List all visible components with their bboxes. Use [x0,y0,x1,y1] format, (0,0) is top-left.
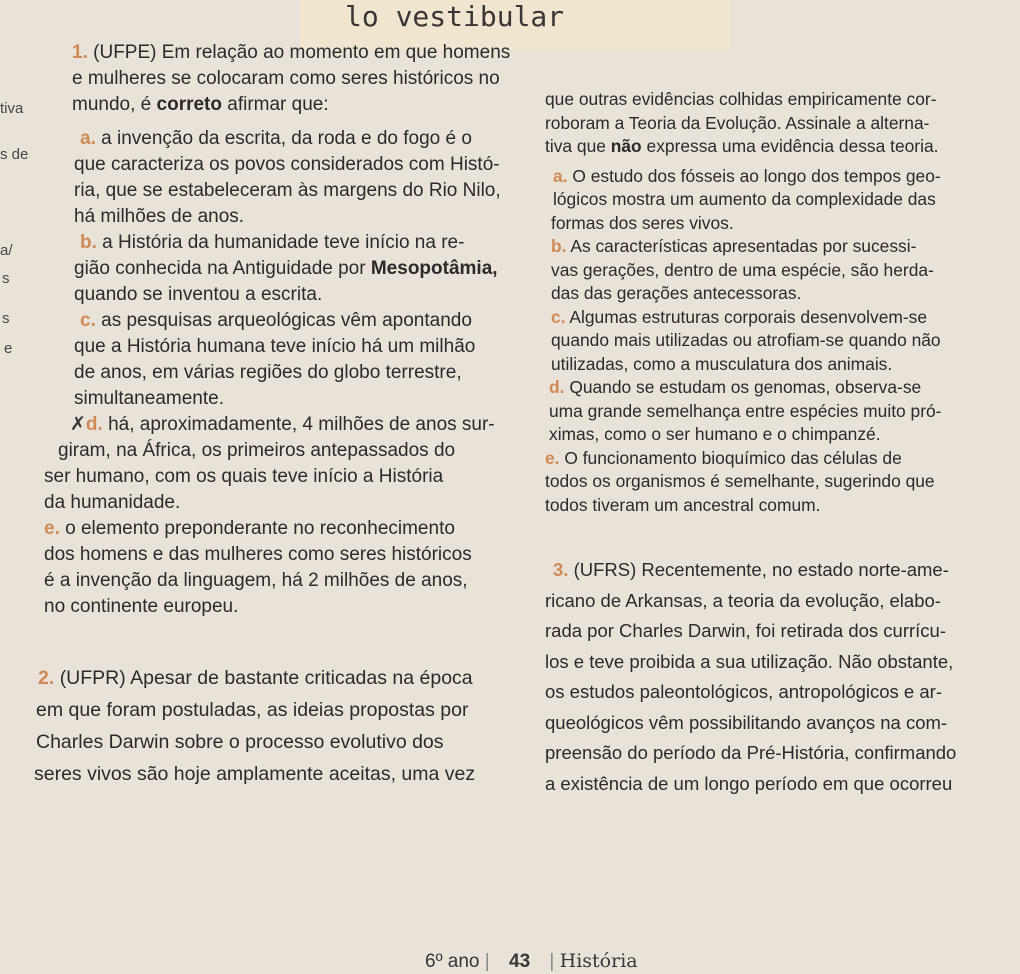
option-text: de anos, em várias regiões do globo terrestre, [74,362,462,383]
question-2-continuation [545,88,1015,159]
option-text: a História da humanidade teve início na re- [102,232,465,253]
option-letter: e. [44,518,60,539]
question-text: expressa uma evidência dessa teoria. [646,136,939,156]
margin-fragment: tiva [0,100,24,117]
option-text: da humanidade. [44,492,181,513]
option-letter: b. [551,236,567,256]
question-text: ricano de Arkansas, a teoria da evolução, elabo- [545,589,941,611]
option-text: no continente europeu. [44,596,239,617]
section-title: lo vestibular [345,0,565,33]
page-number: 43 [509,951,531,972]
question-text: rada por Charles Darwin, foi retirada dos currícu- [545,620,946,641]
option-letter: b. [80,232,97,253]
option-e[interactable] [545,447,1015,518]
emphasis-text: correto [156,94,222,115]
question-number: 3. [553,559,569,580]
question-1 [44,40,539,118]
footer-divider: | [549,951,555,972]
option-letter: a. [553,165,568,186]
question-text: los e teve proibida a sua utilização. Não obstante, [545,650,954,672]
left-column [34,40,539,790]
option-c[interactable] [44,308,539,412]
question-text: tiva que [545,136,606,156]
x-mark-icon: ✗ [70,414,86,435]
emphasis-text: Mesopotâmia, [370,258,498,279]
option-text: simultaneamente. [74,388,224,409]
margin-fragment: e [4,340,13,357]
question-text: a existência de um longo período em que ocorreu [545,772,953,794]
margin-fragment: s de [0,146,29,163]
option-text: as pesquisas arqueológicas vêm apontando [101,310,472,331]
option-letter: c. [80,310,96,331]
grade-label: 6º ano [425,951,480,972]
question-text: Charles Darwin sobre o processo evolutivo dos [36,731,444,753]
option-d[interactable] [545,376,1015,447]
option-text: das das gerações antecessoras. [551,283,802,303]
option-text: vas gerações, dentro de uma espécie, são herda- [551,259,934,280]
option-text: ria, que se estabeleceram às margens do Rio Nilo, [74,180,501,201]
subject-label: História [559,950,638,972]
option-letter: d. [549,377,565,397]
question-text: afirmar que: [227,94,329,115]
option-text: gião conhecida na Antiguidade por [74,258,366,279]
option-text: O funcionamento bioquímico das células de [564,447,902,468]
question-text: que outras evidências colhidas empiricamente cor- [545,89,937,109]
margin-fragment: s [2,270,10,287]
question-2 [34,662,539,790]
question-text: (UFPE) Em relação ao momento em que homens [93,42,511,63]
option-text: há, aproximadamente, 4 milhões de anos sur- [108,414,495,435]
option-b[interactable] [44,230,539,308]
question-text: (UFRS) Recentemente, no estado norte-ame- [573,559,949,580]
option-text: uma grande semelhança entre espécies muito pró- [549,400,942,421]
option-text: quando se inventou a escrita. [74,284,323,305]
option-d[interactable] [44,412,539,516]
question-number: 2. [38,667,55,689]
question-text: os estudos paleontológicos, antropológicos e ar- [545,681,942,702]
right-column [545,88,1015,799]
option-text: que caracteriza os povos considerados com Histó- [74,154,500,175]
option-text: todos os organismos é semelhante, sugerindo que [545,471,935,491]
question-text: roboram a Teoria da Evolução. Assinale a alterna- [545,112,930,133]
footer-divider: | [484,951,490,972]
option-text: Quando se estudam os genomas, observa-se [569,377,922,397]
option-e[interactable] [44,516,539,620]
question-text: (UFPR) Apesar de bastante criticadas na época [59,667,473,689]
option-b[interactable] [545,235,1015,306]
option-text: formas dos seres vivos. [551,212,734,233]
question-text: em que foram postuladas, as ideias propostas por [36,699,469,721]
question-text: e mulheres se colocaram como seres históricos no [72,68,500,89]
question-number: 1. [72,42,88,63]
question-text: preensão do período da Pré-História, confirmando [545,742,957,763]
emphasis-text: não [610,136,642,156]
option-text: quando mais utilizadas ou atrofiam-se quando não [551,330,941,350]
option-text: giram, na África, os primeiros antepassados do [58,440,456,461]
option-text: o elemento preponderante no reconhecimento [65,518,455,539]
option-text: há milhões de anos. [74,206,245,227]
question-text: queológicos vêm possibilitando avanços na com- [545,711,948,733]
option-text: dos homens e das mulheres como seres históricos [44,544,472,565]
margin-fragment: s [2,310,10,327]
question-3 [545,555,1015,799]
margin-fragment: a/ [0,242,13,259]
option-text: a invenção da escrita, da roda e do fogo é o [101,128,472,149]
option-text: ser humano, com os quais teve início a História [44,466,444,487]
option-text: é a invenção da linguagem, há 2 milhões de anos, [44,570,468,591]
option-a[interactable] [44,126,539,230]
question-text: mundo, é [72,94,152,115]
option-text: lógicos mostra um aumento da complexidade das [553,189,936,209]
option-text: que a História humana teve início há um milhão [74,336,476,357]
page-footer [425,950,638,973]
option-letter: c. [551,306,566,327]
option-text: O estudo dos fósseis ao longo dos tempos geo- [572,165,941,186]
option-text: todos tiveram um ancestral comum. [545,494,821,515]
option-text: As características apresentadas por sucessi- [570,236,917,256]
question-text: seres vivos são hoje amplamente aceitas, uma vez [34,763,476,785]
option-letter: e. [545,447,560,468]
option-text: utilizadas, como a musculatura dos animais. [551,353,893,374]
option-a[interactable] [545,165,1015,236]
option-text: Algumas estruturas corporais desenvolvem-se [569,306,928,327]
option-c[interactable] [545,306,1015,377]
option-letter: a. [80,128,96,149]
option-text: ximas, como o ser humano e o chimpanzé. [549,424,881,444]
option-letter: d. [85,414,103,435]
